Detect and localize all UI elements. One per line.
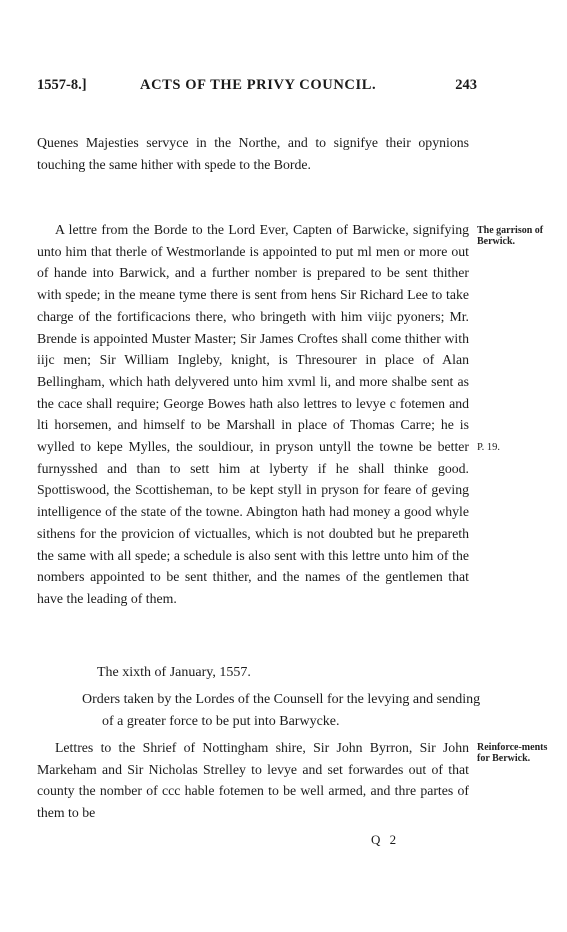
header-year: 1557-8.] xyxy=(37,77,87,93)
margin-note-reinforcements: Reinforce-ments for Berwick. xyxy=(477,742,548,764)
orders-heading: Orders taken by the Lordes of the Counsell for the levying and sending of a greater force to be put into Barwycke. xyxy=(82,692,481,729)
paragraph-continuation: Quenes Majesties servyce in the Northe, and to signifye their opynions touching the same hither with spede to the Borde. xyxy=(37,135,469,172)
page-number: 243 xyxy=(455,77,477,93)
date-heading: The xixth of January, 1557. xyxy=(97,665,251,680)
signature-mark: Q 2 xyxy=(371,832,400,847)
running-header xyxy=(37,77,477,99)
margin-note-page-ref: P. 19. xyxy=(477,442,501,453)
paragraph-lettre-lord-ever: A lettre from the Borde to the Lord Ever, Capten of Barwicke, signifying unto him that therle of Westmorlande is appointed to put ml men or more out of hande into Barwick, and a further nomber is prepared to be sent thither with spede; in the meane tyme there is sent from hens Sir Richard Lee to take charge of the fortificacions there, who bringeth with him viijc pyoners; Mr. Brende is appointed Muster Master; Sir James Croftes shall come thither with iijc men; Sir William Ingleby, knight, is Thresourer in place of Alan Bellingham, which hath delyvered unto him xvml li, and more shalbe sent as the cace shall require; George Bowes hath also lettres to levye c fotemen and lti horsemen, and himself to be Marshall in place of Thomas Carre; he is wylled to kepe Mylles, the souldiour, in pryson untyll the towne be better furnysshed and than to sett him at lyberty if he shall thinke good. Spottiswood, the Scottisheman, to be kept styll in pryson for feare of geving intelligence of the state of the towne. Abington hath had money a good whyle sithens for the provicion of victualles, which is not doubted but he prepareth the same with all spede; a schedule is also sent with this lettre unto him of the nombers appointed to be sent thither, and the names of the gentlemen that have the leading of them. xyxy=(37,222,469,606)
margin-note-garrison: The garrison of Berwick. xyxy=(477,225,544,247)
paragraph-lettres-shrief: Lettres to the Shrief of Nottingham shire, Sir John Byrron, Sir John Markeham and Sir Nicholas Strelley to levye and set forwardes out of that county the nomber of ccc hable fotemen to be well armed, and thre partes of them to be xyxy=(37,740,469,821)
header-title: ACTS OF THE PRIVY COUNCIL. xyxy=(140,77,377,93)
